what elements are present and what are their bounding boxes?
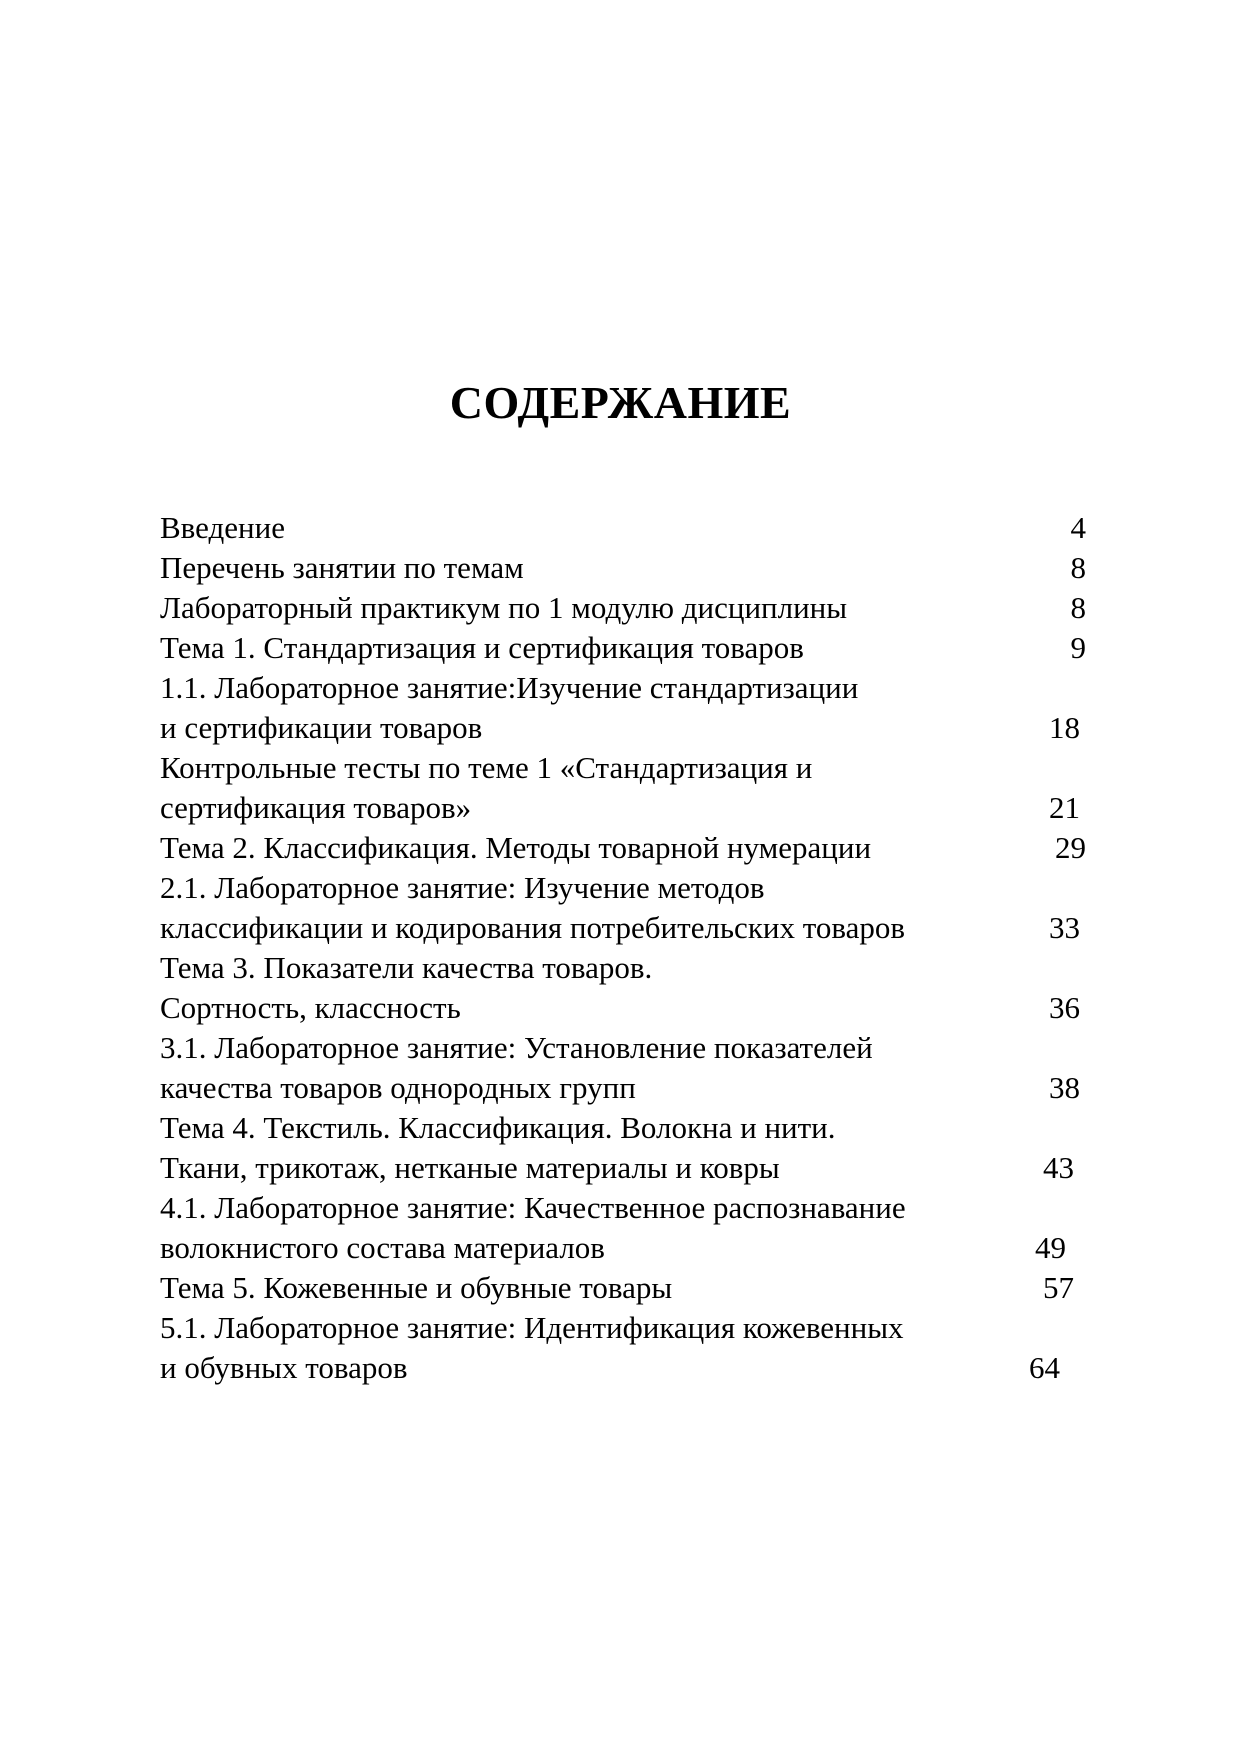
toc-entry-text: и обувных товаров bbox=[160, 1350, 408, 1385]
toc-entry-text: Введение bbox=[160, 510, 285, 545]
toc-entry-text: Тема 4. Текстиль. Классификация. Волокна и нити. bbox=[160, 1110, 836, 1145]
toc-entry-page: 4 bbox=[1070, 510, 1086, 545]
toc-entry-text: Сортность, классность bbox=[160, 990, 461, 1025]
toc-entry-text: 2.1. Лабораторное занятие: Изучение методов bbox=[160, 870, 765, 905]
toc-entry-page: 18 bbox=[1049, 710, 1080, 745]
toc-entry-page: 29 bbox=[1055, 830, 1086, 865]
toc-entry-text: Перечень занятии по темам bbox=[160, 550, 524, 585]
toc-entry-text: сертификация товаров» bbox=[160, 790, 472, 825]
toc-entry-text: Ткани, трикотаж, нетканые материалы и ковры bbox=[160, 1150, 780, 1185]
toc-entry-text: и сертификации товаров bbox=[160, 710, 483, 745]
toc-entry-text: Тема 2. Классификация. Методы товарной нумерации bbox=[160, 830, 872, 865]
toc-entry-text: Тема 1. Стандартизация и сертификация товаров bbox=[160, 630, 804, 665]
toc-entry-page: 8 bbox=[1070, 590, 1086, 625]
toc-entry-text: Тема 3. Показатели качества товаров. bbox=[160, 950, 653, 985]
toc-entry-text: Лабораторный практикум по 1 модулю дисциплины bbox=[160, 590, 848, 625]
toc-entry-text: Тема 5. Кожевенные и обувные товары bbox=[160, 1270, 673, 1305]
toc-entry-page: 36 bbox=[1049, 990, 1080, 1025]
toc-entry-text: 5.1. Лабораторное занятие: Идентификация кожевенных bbox=[160, 1310, 904, 1345]
toc-entry-page: 43 bbox=[1043, 1150, 1074, 1185]
toc-entry-page: 49 bbox=[1035, 1230, 1066, 1265]
toc-entry-page: 9 bbox=[1070, 630, 1086, 665]
toc-entry-page: 33 bbox=[1049, 910, 1080, 945]
toc-entry-page: 21 bbox=[1049, 790, 1080, 825]
toc-entry-text: 3.1. Лабораторное занятие: Установление показателей bbox=[160, 1030, 873, 1065]
toc-entry-text: классификации и кодирования потребительских товаров bbox=[160, 910, 905, 945]
toc-entry-page: 57 bbox=[1043, 1270, 1074, 1305]
toc-entry-page: 8 bbox=[1070, 550, 1086, 585]
toc-entry-text: волокнистого состава материалов bbox=[160, 1230, 605, 1265]
toc-entry-text: 1.1. Лабораторное занятие:Изучение стандартизации bbox=[160, 670, 859, 705]
toc-entry-page: 64 bbox=[1029, 1350, 1060, 1385]
toc-entry-text: 4.1. Лабораторное занятие: Качественное распознавание bbox=[160, 1190, 906, 1225]
page-title: СОДЕРЖАНИЕ bbox=[449, 377, 792, 428]
toc-entry-text: Контрольные тесты по теме 1 «Стандартизация и bbox=[160, 750, 813, 785]
toc-entry-text: качества товаров однородных групп bbox=[160, 1070, 636, 1105]
toc-entry-page: 38 bbox=[1049, 1070, 1080, 1105]
